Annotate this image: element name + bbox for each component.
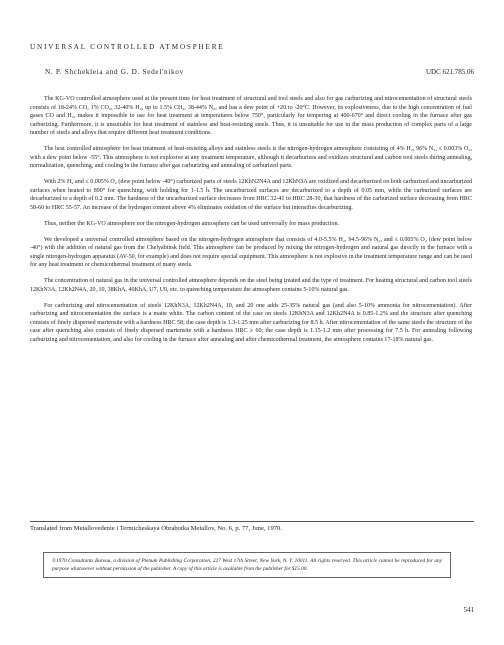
body-paragraph: The best controlled atmosphere for heat treatment of heat-resisting alloys and stainless steels is the nitrogen-hydrogen atmosphere consisting of 4% H₂, 96% N₂, ≤ 0.003% O₂, with a dew point below -55°. This atmosphere is not explosive at any treatment temperature, although it decarburizes and oxidizes structural and carbon tool steels during annealing, normalization, quenching, and cooling in the furnace after gas carburizing and annealing of carburized parts. (30, 146, 472, 170)
body-paragraph: Thus, neither the KG-VO atmosphere nor the nitrogen-hydrogen atmosphere can be used universally for mass production. (44, 220, 340, 227)
body-paragraph: We developed a universal controlled atmosphere based on the nitrogen-hydrogen atmosphere that consists of 4.0-5.5% H₂, 94.5-96% N₂, and ≤ 0.005% O₂ (dew point below -40°) with the addition of natural gas from the Chelyabinsk field. This atmosphere can be produced by mixing the nitrogen-hydrogen and natural gas directly in the furnace with a single nitrogen-hydrogen apparatus (AV-50, for example) and does not require special equipment. This atmosphere is not explosive in the treatment temperature range and can be used for any heat treatment or chemicothermal treatment of many steels. (30, 236, 473, 269)
udc-code: UDC 621.785.06 (425, 68, 474, 76)
article-body (30, 95, 472, 352)
footer-divider (30, 521, 474, 522)
article-title: UNIVERSAL CONTROLLED ATMOSPHERE (30, 43, 225, 51)
page-number: 541 (463, 606, 474, 614)
body-paragraph: The KG-VO controlled atmosphere used at the present time for heat treatment of structural and tool steels and also for gas carburizing and nitrocementation of structural steels consists of 18-24% CO, 1% CO₂, 32-40% H₂, up to 1.5% CH₄, 38-44% N₂, and has a dew point of +20 to -20°C. However, its explosiveness, due to the high concentration of fuel gases CO and H₂, makes it impossible to use for heat treatment at temperatures below 750°, particularly for tempering at 400-670° and direct cooling in the furnace after gas carburizing. Furthermore, it is unsuitable for heat treatment of stainless and heat-resisting steels. Thus, it is unsuitable for use in the mass production of complex parts of a large number of steels and alloys that require different heat treatment conditions. (30, 96, 472, 137)
article-authors: N. P. Shchekleia and G. D. Sedel'nikov (45, 68, 184, 76)
copyright-box: ©1970 Consultants Bureau, a division of Plenum Publishing Corporation, 227 West 17th Street, New York, N. Y. 10011. All rights reserved. This article cannot be reproduced for any purpose whatsoever without permission of the publisher. A copy of this article is available from the publisher for $15.00. (43, 552, 451, 578)
body-paragraph: With 2% H₂ and ≤ 0.005% O₂ (dew point below -40°) carburized parts of steels 12KhN2N4A and 12KhN3A are oxidized and decarburized on both carburized and uncarburized surfaces when heated to 890° for quenching, with holding for 1-1.5 h. The uncarburized surfaces are decarburized to a depth of 0.05 mm, while the carburized surfaces are decarburized to a depth of 0.2 mm. The hardness of the uncarburized surface decreases from HRC 32-41 to HRC 28-30, that hardness of the carburized surface decreasing from HRC 58-60 to HRC 55-57. An increase of the hydrogen content above 4% eliminates oxidation of the surface but intensifies decarburizing. (30, 179, 472, 211)
translation-note: Translated from Metallovedenie i Termicheskaya Obrabotka Metallov, No. 6, p. 77, June, 1970. (30, 525, 282, 532)
body-paragraph: The concentration of natural gas in the universal controlled atmosphere depends on the steel being treated and the type of treatment. For heating structural and carbon tool steels 12KhN3A, 12Kh2N4A, 20, 10, 38KhA, 40KhA, U7, U9, etc. to quenching temperature the atmosphere contains 5-10% natural gas. (30, 278, 472, 293)
body-paragraph: For carburizing and nitrocementation of steels 12KhN3A, 12Kh2N4A, 10, and 20 one adds 25-35% natural gas (and also 5-10% ammonia for nitrocementation). After carburizing and nitrocementation the surface is a matte white. The carbon content of the case on steels 12KhN3A and 12Kh2N4A is 0.85-1.2% and the structure after quenching consists of finely dispersed martensite with a hardness HRC 58; the case depth is 1.3-1.25 mm after carburizing for 8.5 h. After nitrocementation of the same steels the structure of the case after quenching also consists of finely dispersed martensite with a hardness HRC ≥ 60; the case depth is 1.15-1.2 mm after processing for 7.5 h. For annealing following carburizing and nitrocementation, and also for cooling in the furnace after annealing and after chemicothermal treatment, the atmosphere contains 17-18% natural gas. (30, 302, 472, 343)
